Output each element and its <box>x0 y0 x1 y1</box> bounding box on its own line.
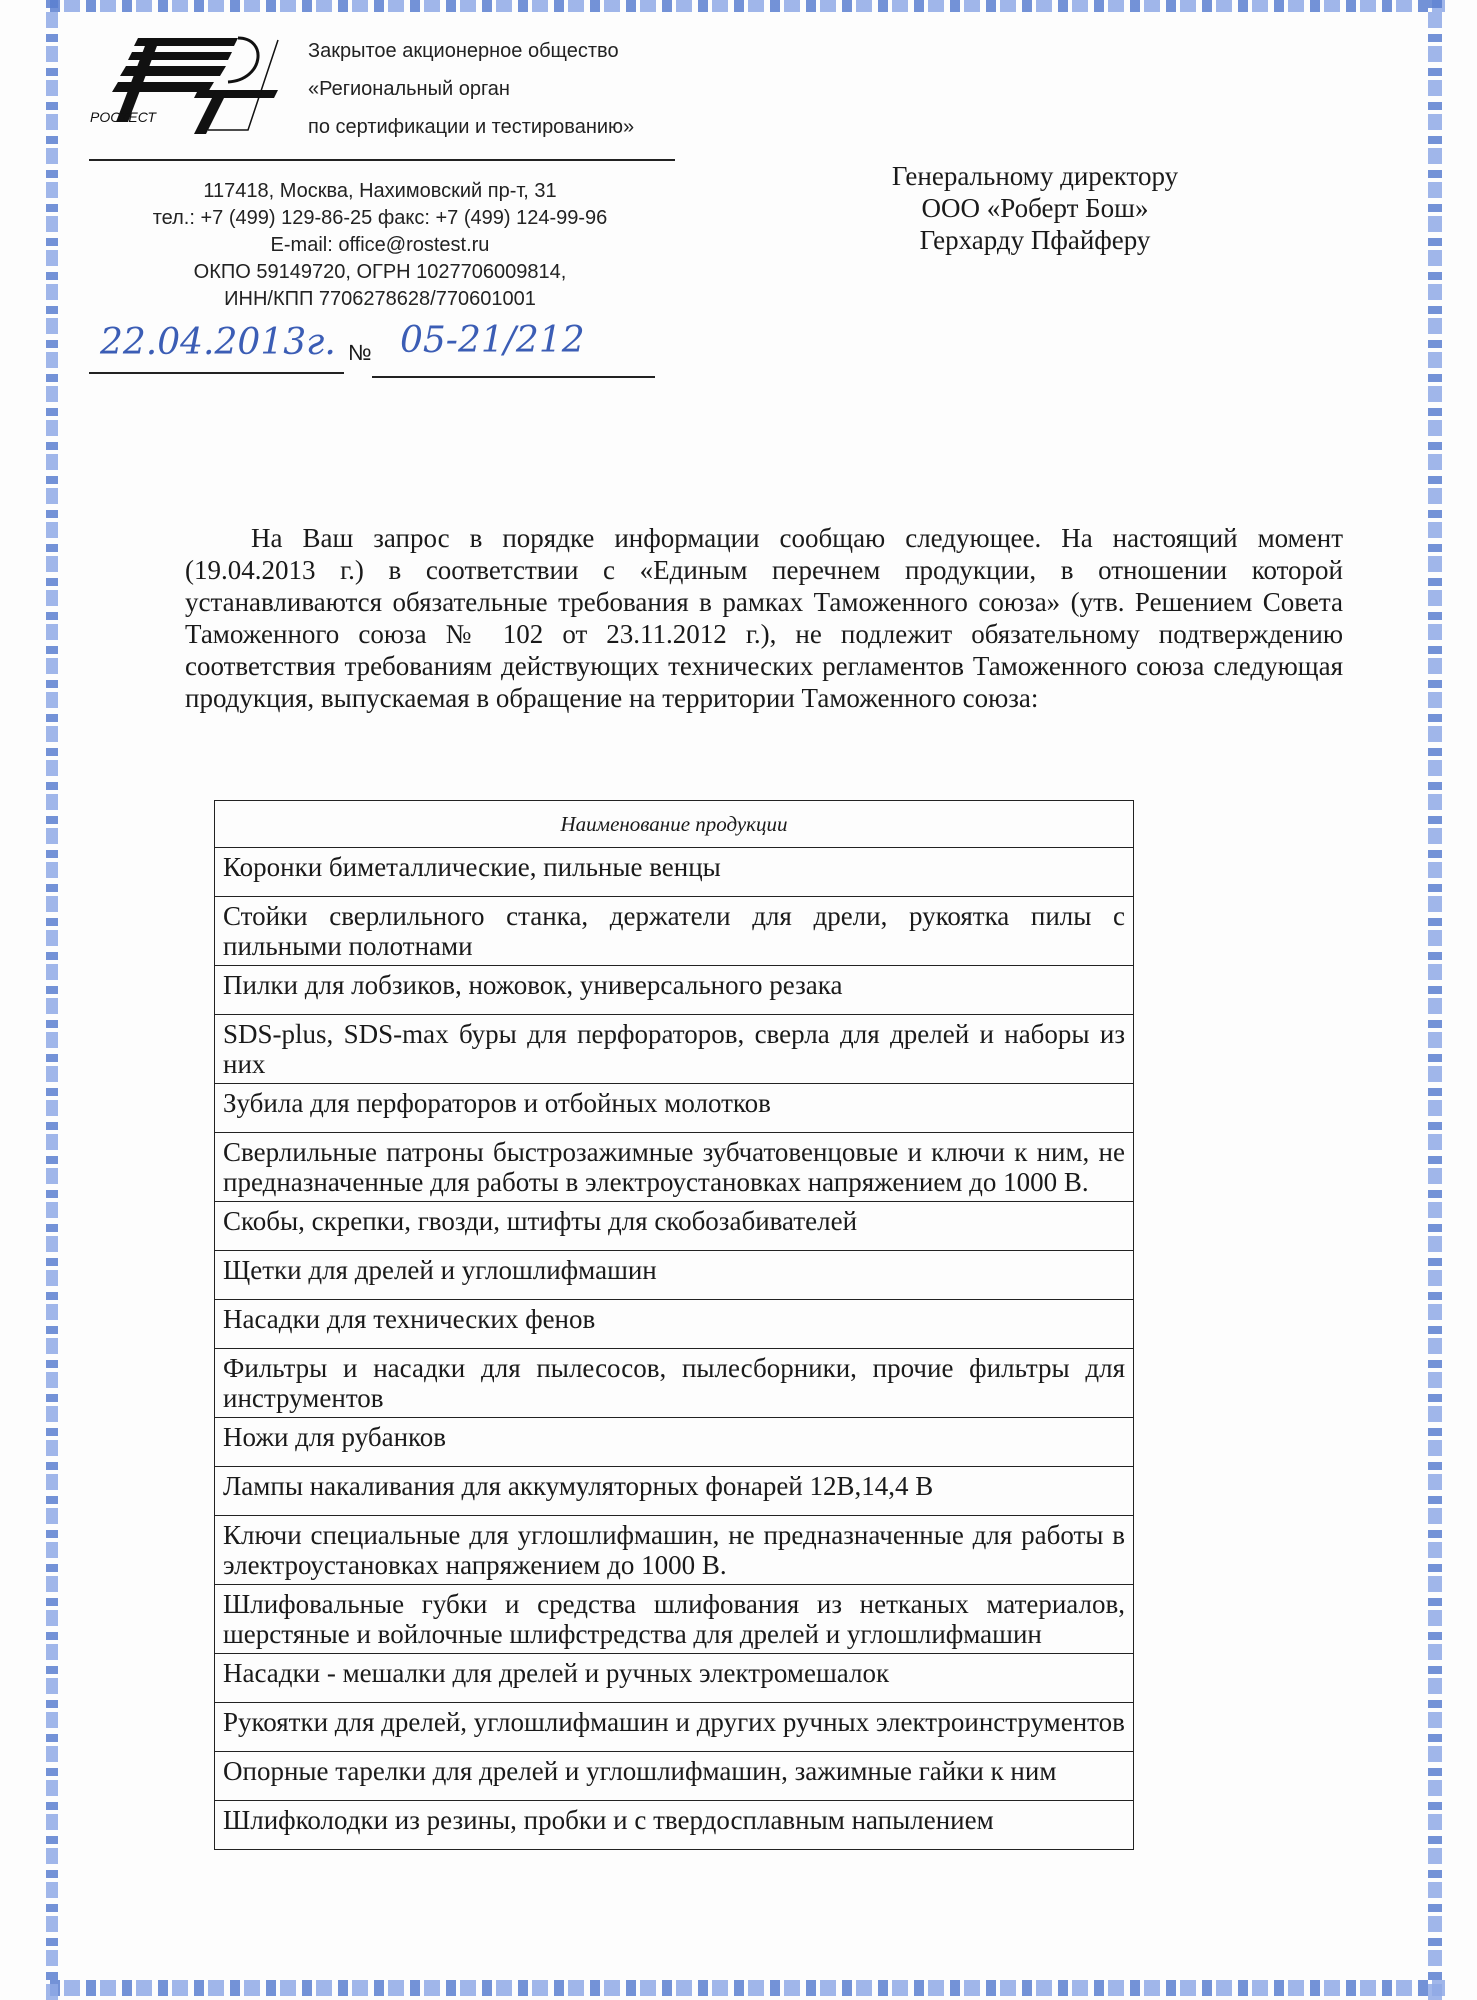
table-row <box>215 1585 1134 1654</box>
product-name-cell: Фильтры и насадки для пылесосов, пылесборники, прочие фильтры для инструментов <box>215 1349 1134 1418</box>
products-table <box>214 800 1134 1850</box>
org-name-line-3: по сертификации и тестированию» <box>308 116 635 138</box>
decorative-border-left <box>46 0 58 2000</box>
table-row <box>215 1654 1134 1703</box>
table-row <box>215 1418 1134 1467</box>
decorative-border-bottom <box>50 1980 1445 1996</box>
product-name-cell: Лампы накаливания для аккумуляторных фонарей 12В,14,4 В <box>215 1467 1134 1516</box>
phone-fax: тел.: +7 (499) 129-86-25 факс: +7 (499) 124-99-96 <box>152 207 608 229</box>
recipient-company: ООО «Роберт Бош» <box>921 193 1149 223</box>
table-row <box>215 1752 1134 1801</box>
letter-body: На Ваш запрос в порядке информации сообщаю следующее. На настоящий момент (19.04.2013 г.) в соответствии с «Единым перечнем продукции, в отношении которой устанавливаются обязательные требования в рамках Таможенного союза» (утв. Решением Совета Таможенного союза № 102 от 23.11.2012 г.), не подлежит обязательному подтверждению соответствия требованиям действующих технических регламентов Таможенного союза следующая продукция, выпускаемая в обращение на территории Таможенного союза: <box>185 523 1343 713</box>
inn-kpp: ИНН/КПП 7706278628/770601001 <box>224 288 536 310</box>
table-header: Наименование продукции <box>215 801 1134 848</box>
product-name-cell: SDS-plus, SDS-max буры для перфораторов, сверла для дрелей и наборы из них <box>215 1015 1134 1084</box>
product-name-cell: Ключи специальные для углошлифмашин, не предназначенные для работы в электроустановках напряжением до 1000 В. <box>215 1516 1134 1585</box>
product-name-cell: Рукоятки для дрелей, углошлифмашин и других ручных электроинструментов <box>215 1703 1134 1752</box>
product-name-cell: Пилки для лобзиков, ножовок, универсального резака <box>215 966 1134 1015</box>
table-row <box>215 1801 1134 1850</box>
org-contacts <box>110 178 650 313</box>
product-name-cell: Ножи для рубанков <box>215 1418 1134 1467</box>
email: E-mail: office@rostest.ru <box>270 234 490 256</box>
number-sign: № <box>348 340 372 365</box>
address: 117418, Москва, Нахимовский пр-т, 31 <box>203 180 557 202</box>
product-name-cell: Шлифовальные губки и средства шлифования из нетканых материалов, шерстяные и войлочные шлифстредства для дрелей и углошлифмашин <box>215 1585 1134 1654</box>
table-row <box>215 1349 1134 1418</box>
product-name-cell: Зубила для перфораторов и отбойных молотков <box>215 1084 1134 1133</box>
letter-number: 05-21/212 <box>400 320 585 361</box>
svg-text:РОСТЕСТ: РОСТЕСТ <box>90 109 156 125</box>
product-name-cell: Шлифколодки из резины, пробки и с твердосплавным напылением <box>215 1801 1134 1850</box>
header-divider <box>89 159 675 161</box>
table-row <box>215 966 1134 1015</box>
product-name-cell: Стойки сверлильного станка, держатели для дрели, рукоятка пилы с пильными полотнами <box>215 897 1134 966</box>
table-row <box>215 1467 1134 1516</box>
table-row <box>215 1516 1134 1585</box>
recipient-position: Генеральному директору <box>891 161 1179 191</box>
letter-date: 22.04.2013г. <box>100 322 336 363</box>
product-name-cell: Насадки - мешалки для дрелей и ручных электромешалок <box>215 1654 1134 1703</box>
product-name-cell: Опорные тарелки для дрелей и углошлифмашин, зажимные гайки к ним <box>215 1752 1134 1801</box>
table-row <box>215 1084 1134 1133</box>
decorative-border-right <box>1428 0 1442 2000</box>
table-row <box>215 1251 1134 1300</box>
date-underline <box>89 372 344 374</box>
table-row <box>215 1133 1134 1202</box>
table-row <box>215 848 1134 897</box>
product-name-cell: Насадки для технических фенов <box>215 1300 1134 1349</box>
okpo-ogrn: ОКПО 59149720, ОГРН 1027706009814, <box>193 261 567 283</box>
table-row <box>215 1703 1134 1752</box>
org-name-line-1: Закрытое акционерное общество <box>308 40 619 62</box>
product-name-cell: Коронки биметаллические, пильные венцы <box>215 848 1134 897</box>
recipient-block <box>820 160 1250 256</box>
rostest-logo <box>88 30 288 136</box>
recipient-name: Герхарду Пфайферу <box>919 225 1151 255</box>
table-row <box>215 1202 1134 1251</box>
table-row <box>215 1015 1134 1084</box>
table-row <box>215 897 1134 966</box>
product-name-cell: Щетки для дрелей и углошлифмашин <box>215 1251 1134 1300</box>
table-row <box>215 1300 1134 1349</box>
number-underline <box>372 376 655 378</box>
org-name-line-2: «Региональный орган <box>308 78 510 100</box>
product-name-cell: Сверлильные патроны быстрозажимные зубчатовенцовые и ключи к ним, не предназначенные для работы в электроустановках напряжением до 1000 В. <box>215 1133 1134 1202</box>
decorative-border-top <box>50 0 1445 12</box>
product-name-cell: Скобы, скрепки, гвозди, штифты для скобозабивателей <box>215 1202 1134 1251</box>
